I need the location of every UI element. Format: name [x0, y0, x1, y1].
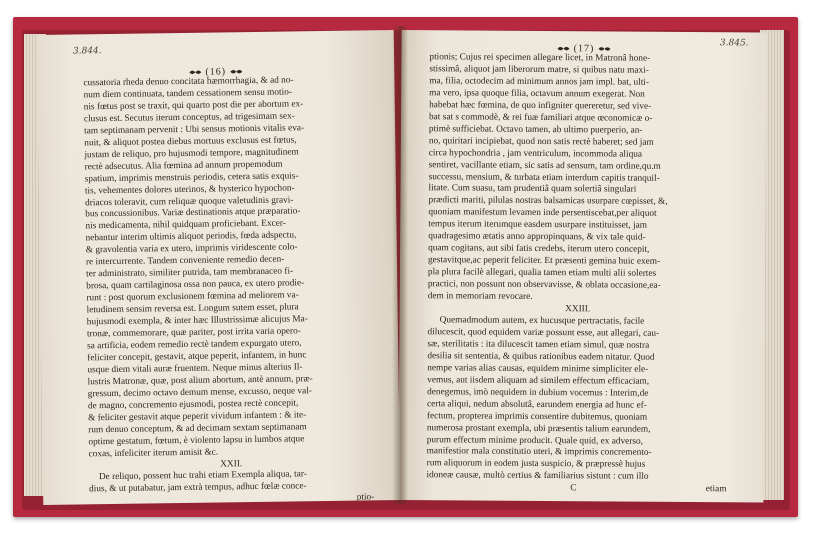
text-line: lustris Matronæ, quæ, post alium abortum, antè annum, præ- — [87, 374, 313, 388]
text-line: sa artificia, eodem remedio rectè tandem expurgato utero, — [87, 338, 302, 352]
text-line: nuit, & aliquot postea diebus mortuus exclusus est fœtus, — [84, 135, 297, 149]
text-line: nebantur interim ultimis aliquot periodis, fœda adspectu, — [85, 230, 297, 244]
text-line: & feliciter gestavit atque peperit vividum infantem : & ite- — [88, 409, 307, 424]
text-line: ptionis; Cujus rei specimen allegare licet, in Matronâ hone- — [429, 52, 651, 64]
section-heading: XXII. — [220, 458, 243, 469]
book-gutter — [392, 26, 408, 504]
text-line: nempe varias alias causas, equidem minime simpliciter ele- — [427, 362, 649, 375]
left-page-body — [83, 74, 374, 505]
text-line: clusus est. Secutus iterum conceptus, ad trigesimam sex- — [83, 111, 295, 125]
text-line: tempus iterum iterumque easdem usurpare instituisset, jam — [428, 219, 648, 232]
text-line: nis medicamenta, nihil quidquam proficiebant. Excer- — [85, 218, 286, 232]
text-line: pla plura facilè allegari, qualia tamen etiam multi alii solertes — [427, 267, 657, 279]
text-line: vemus, aut iisdem aliquam ad similem effectum efficaciam, — [427, 374, 650, 387]
text-line: De reliquo, possent huc trahi etiam Exempla aliqua, tar- — [98, 469, 307, 483]
text-line: dilucescit, quod equidem variæ possunt esse, aut allegari, cau- — [427, 327, 660, 339]
text-line: numerosa prostant exempla, ubi præsentis talium earundem, — [426, 422, 651, 435]
text-line: de magno, concremento ejusmodi, postea rectè concepit, — [87, 398, 299, 412]
section-heading: XXIII. — [565, 304, 591, 315]
text-line: purum effectum minime producit. Quale quid, ex adverso, — [426, 434, 643, 447]
signature-mark: C — [570, 483, 577, 494]
text-line: & gravolentia varia ex utero, imprimis viridescente colo- — [85, 242, 298, 256]
text-line: litate. Cum suasu, tam prudentiâ quam solertiâ singulari — [428, 183, 637, 196]
text-line: dius, & ut putabatur, jam extrà tempus, adhuc fœlæ conce- — [89, 481, 307, 495]
text-line: sæ, sterilitatis : ita dilucescit tamen etiam simul, quæ nostra — [427, 339, 650, 351]
text-line: spatium, imprimis menstruis periodis, cetera satis exquis- — [84, 170, 299, 184]
text-line: quadragesimo ætatis anno appropinquans, & vix tale quid- — [428, 231, 646, 244]
text-line: ma, filia, octodecim ad minimum annos jam impl. bat, ulti- — [429, 76, 650, 88]
text-line: tis, vehementes dolores uterinos, & hysterico hypochon- — [84, 183, 295, 196]
text-line: nis fœtus post se traxit, qui quarto post die per abortum ex- — [83, 99, 304, 113]
text-line: rum aliquorum in eodem justa suspicio, & præpressè hujus — [426, 458, 646, 471]
fleuron-icon — [230, 68, 244, 75]
text-line: rum denuo conceptum, & ad decimam sextam septimanam — [88, 421, 307, 435]
right-page-body — [426, 52, 729, 496]
text-line: gressum, decimo octavo demum mense, excusso, neque val- — [87, 385, 312, 400]
text-line: desilia sit sententia, & quibus rationibus eadem nitatur. Quod — [427, 351, 655, 363]
text-line: cussatoria rheda denuo concitata hæmorrhagia, & ad no- — [83, 75, 294, 89]
text-line: bus concussionibus. Variæ destinationis atque præparatio- — [85, 206, 301, 220]
text-line: letudinem sensim reversa est. Longum sutem esset, plura — [86, 302, 299, 316]
text-line: habebat hæc fœmina, de quo infigniter quereretur, sed vive- — [429, 100, 652, 112]
text-line: successu, mensium, & turbata etiam interdum capitis tranquil- — [428, 171, 660, 184]
text-line: num diem continuata, tandem cessationem sensu motio- — [83, 87, 293, 101]
text-line: runt : post quorum exclusionem fœmina ad meliorem va- — [86, 290, 299, 304]
text-line: ma vero, ipsa quoque filia, octavum annum exegerat. Non — [429, 88, 645, 100]
text-line: bat sat s commodè, & rei fuæ familiari atque œconomicæ o- — [428, 111, 653, 124]
text-line: tam septimanam pervenit : Ubi sensus motionis vitalis eva- — [84, 123, 305, 137]
right-page — [398, 30, 766, 503]
fleuron-icon — [188, 69, 202, 76]
fleuron-icon — [556, 45, 570, 52]
text-line: usque diem vitali auræ fruentem. Neque minus alterius Il- — [87, 362, 303, 376]
signature-footer — [426, 483, 726, 497]
left-page-number: (16) — [205, 66, 227, 78]
text-line: circa hypochondria , jam ventriculum, incommoda aliqua — [428, 147, 643, 160]
text-line: idoneæ causæ, multò certius & familiarius sistunt : cum illo — [426, 470, 649, 483]
text-line: sentiret, vacillante etiam, sic satis ad sensum, tam ordine,qu.m — [428, 159, 661, 172]
text-line: practici, non possunt non observavisse, & oblata occasione,ea- — [427, 279, 661, 291]
text-line: tronæ, commemorare, quæ pariter, post irrita varia opero- — [86, 326, 301, 340]
catchword: etiam — [705, 484, 727, 495]
left-folio-mark: 3.844. — [72, 46, 102, 57]
text-line: quoniam manifestum levamen inde persentiscebat,per aliquot — [428, 207, 657, 220]
text-line: gestavitque,ac peperit feliciter. Et præsenti gemina huic exem- — [427, 255, 661, 268]
text-line: re intercurrente. Tandem conveniente remedio decen- — [85, 254, 285, 268]
text-line: brosa, quam cartilaginosa ossa non pauca, ex utero prodie- — [86, 278, 305, 292]
right-folio-mark: 3.845. — [719, 38, 749, 49]
catchword: ptio- — [356, 492, 375, 503]
fleuron-icon — [598, 46, 612, 53]
text-line: Quemadmodum autem, ex hucusque pertractatis, facile — [439, 315, 645, 327]
text-line: coxas, infeliciter iterum amisit &c. — [88, 447, 219, 459]
text-line: ptimè sufficiebat. Octavo tamen, ab ultimo puerperio, an- — [428, 123, 643, 136]
text-line: quam cogitans, aut sibi fatis credebs, iterum utero concepit, — [428, 243, 650, 255]
text-line: denegemus, imò nequidem in dubium vocemus : Interim,de — [427, 386, 649, 399]
text-line: prædicti mariti, pilulas nostras balsamicas usurpare cœpisset, &, — [428, 195, 668, 208]
text-line: hujusmodi exempla, & inter hæc Illustrissimæ alicujus Ma- — [86, 314, 308, 328]
text-line: manifestior mala constitutio uteri, & imprimis concremento- — [426, 446, 652, 459]
text-line: stissimâ, aliquot jam liberorum matre, si quibus natu maxi- — [429, 64, 649, 76]
text-line: ter administrato, similiter putrida, tam membranaceo fi- — [86, 266, 294, 280]
text-line: feliciter concepit, gestavit, atque peperit, infantem, in hunc — [87, 350, 307, 364]
left-page — [37, 30, 401, 505]
text-line: rectè adsecutus. Alia fœmina ad annum propemodum — [84, 159, 283, 173]
text-line: driacos toleravit, cum reliquæ quoque valetudinis gravi- — [85, 194, 294, 208]
text-line: dem in memoriam revocare. — [427, 291, 533, 302]
text-line: justam de reliquo, pro hujusmodi tempore, magnitudinem — [84, 147, 299, 161]
text-line: no, quiritari incipiebat, quod non satis rectè haberet; sed jam — [428, 135, 654, 148]
right-page-number: (17) — [573, 43, 595, 55]
text-line: certa aliqui, nedum absolutâ, earundem energia ad hunc ef- — [426, 398, 647, 411]
text-line: fectum, propterea imprimis consentire dubitemus, quoniam — [426, 410, 648, 423]
text-line: optime gestatum, fœtum, è violento lapsu in lumbos atque — [88, 433, 305, 447]
